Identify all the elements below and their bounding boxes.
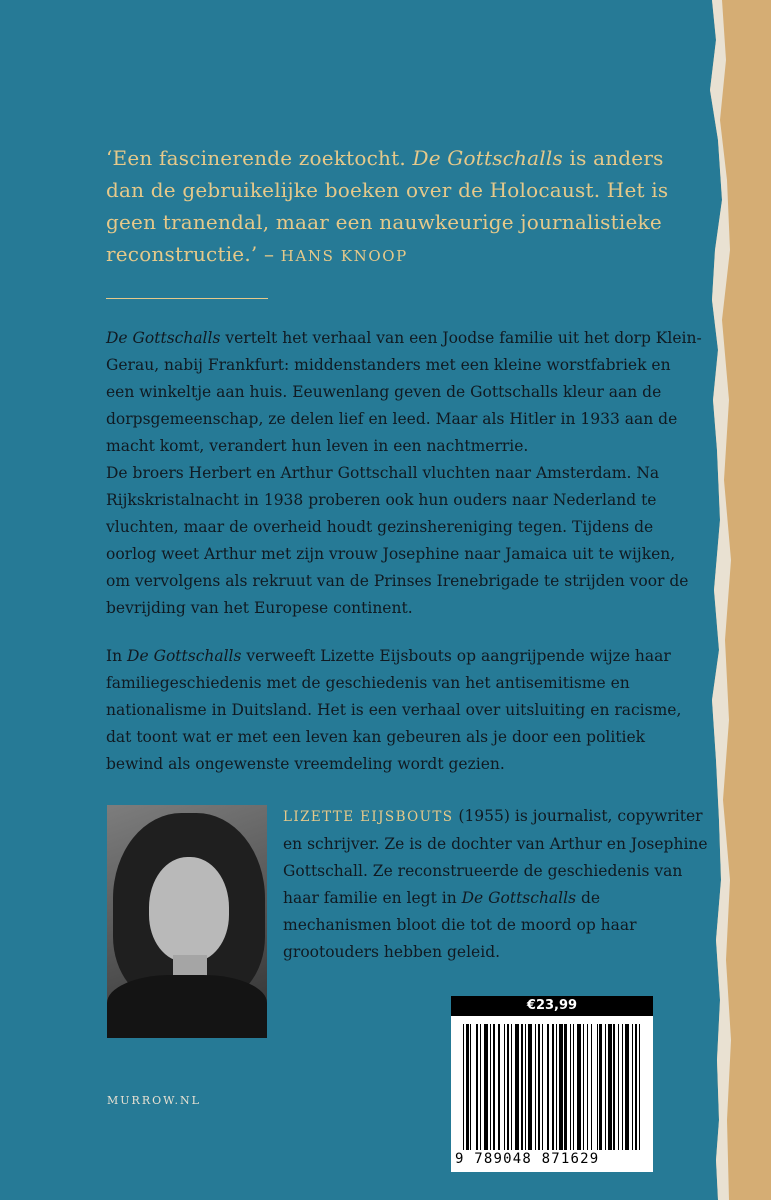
review-quote	[106, 142, 686, 272]
quote-book-title: De Gottschalls	[412, 146, 563, 170]
price-label: €23,99	[451, 996, 653, 1016]
author-bio	[283, 803, 708, 966]
synopsis-paragraph-1	[106, 325, 702, 622]
barcode-sticker	[451, 996, 653, 1172]
barcode-bar	[640, 1024, 644, 1150]
publisher-url: MURROW.NL	[107, 1094, 201, 1107]
isbn-number: 9 789048 871629	[455, 1151, 600, 1167]
bio-text-2: de mechanismen bloot die tot de moord op haar grootouders hebben geleid.	[283, 889, 637, 961]
quote-attribution: HANS KNOOP	[280, 247, 408, 265]
bio-book-title: De Gottschalls	[461, 889, 577, 907]
barcode-bars	[463, 1024, 645, 1150]
author-photo	[107, 805, 267, 1038]
synopsis-prefix: In	[106, 647, 128, 665]
quote-text-end: is anders dan de gebruikelijke boeken over de Holocaust. Het is geen tranendal, maar een nauwkeurige journalistieke reconstructie.’ –	[106, 146, 669, 266]
synopsis-text-1: vertelt het verhaal van een Joodse familie uit het dorp Klein-Gerau, nabij Frankfurt: middenstanders met een kleine worstfabriek en een winkeltje aan huis. Eeuwenlang geven de Gottschalls kleur aan de dorpsgemeenschap, ze delen lief en leed. Maar als Hitler in 1933 aan de macht komt, verandert hun leven in een nachtmerrie.	[106, 329, 702, 455]
synopsis-book-title: De Gottschalls	[106, 329, 221, 347]
synopsis-text-3: verweeft Lizette Eijsbouts op aangrijpende wijze haar familiegeschiedenis met de geschiedenis van het antisemitisme en nationalisme in Duitsland. Het is een verhaal over uitsluiting en racisme, dat toont wat er met een leven kan gebeuren als je door een politiek bewind als ongewenste vreemdeling wordt gezien.	[106, 647, 682, 773]
bio-text-1: (1955) is journalist, copywriter en schrijver. Ze is de dochter van Arthur en Josephine Gottschall. Ze reconstrueerde de geschiedenis van haar familie en legt in	[283, 807, 708, 907]
synopsis-text-2: De broers Herbert en Arthur Gottschall vluchten naar Amsterdam. Na Rijkskristalnacht in 1938 proberen ook hun ouders naar Nederland te vluchten, maar de overheid houdt gezinshereniging tegen. Tijdens de oorlog weet Arthur met zijn vrouw Josephine naar Jamaica uit te wijken, om vervolgens als rekruut van de Prinses Irenebrigade te strijden voor de bevrijding van het Europese continent.	[106, 464, 689, 617]
author-name: LIZETTE EIJSBOUTS	[283, 809, 454, 825]
synopsis-book-title-2: De Gottschalls	[127, 647, 242, 665]
synopsis-paragraph-2	[106, 643, 702, 778]
quote-text-start: ‘Een fascinerende zoektocht.	[106, 146, 413, 170]
divider-line	[106, 298, 268, 299]
